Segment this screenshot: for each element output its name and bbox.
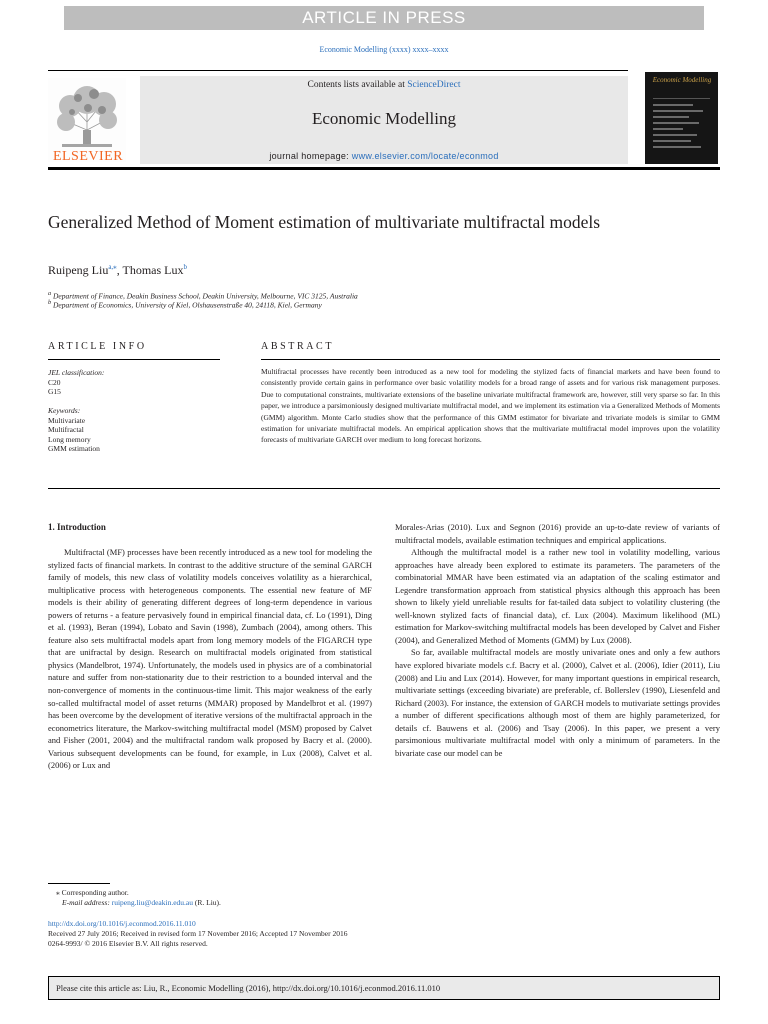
author-list (48, 263, 187, 278)
journal-cover-thumbnail (645, 72, 718, 164)
sciencedirect-link[interactable]: ScienceDirect (407, 80, 461, 90)
jel-code: G15 (48, 387, 61, 396)
publisher-logo-text: ELSEVIER (52, 149, 124, 164)
body-column-right (395, 521, 720, 759)
cover-title: Economic Modelling (652, 76, 712, 84)
email-label: E-mail address: (62, 898, 112, 908)
author-marks[interactable]: a,⁎ (108, 263, 117, 271)
author-name[interactable]: Ruipeng Liu (48, 263, 109, 277)
contents-availability (140, 80, 628, 90)
article-in-press-banner: ARTICLE IN PRESS (64, 6, 704, 30)
body-paragraph: So far, available multifractal models are mostly univariate ones and only a few authors have explored bivariate models c.f. Bacry et al. (2000), Calvet et al. (2006), Idier (2011), Liu (2008) and Liu and Lux (2014). However, for many important questions in empirical research, multivariate settings (exceeding bivariate) are preferable, cf. Bollerslev (1990), Liesenfeld and Richard (2003). For instance, the extension of GARCH models to mutivariate settings provides a number of different specifications although most of them are highly parameterized, for details cf. Bauwens et al. (2006) and Tsay (2006). In this paper, we present a very parsimonious multivariate multifractal model with only a minimum of parameters. In the bivariate case our model can be (395, 647, 720, 758)
footnote-rule (48, 883, 110, 884)
keywords-label: Keywords: (48, 406, 81, 415)
body-paragraph: Multifractal (MF) processes have been recently introduced as a new tool for modeling the stylized facts of financial markets. In contrast to the additive structure of the seminal GARCH family of models, this new class of volatility models conceives volatility as a hierarchical, multiplicative process with heterogeneous components. The essential new feature of MF models is their ability of generating different degrees of long-term dependence in various powers of returns - a feature pervasively found in empirical financial data, cf. Lo (1991), Ding et al. (1993), Beran (1994), Lobato and Savin (1998), Zumbach (2004), among others. This feature also sets multifractal models apart from long memory models of the FIGARCH type that are unifractal by design. Research on multifractal models originated from statistical physics (Mandelbrot, 1974). Unfortunately, the models used in physics are of a combinatorial nature and suffer from non-stationarity due to their restriction to a bounded interval and the non-convergence of moments in the continuous-time limit. This major weakness of the early so-called multifractal model of asset returns (MMAR) proposed by Mandelbrot et al. (1997) has been overcome by the development of iterative versions of the multifractal approach in the econometrics literature, the Markov-switching multifractal model (MSM) proposed by Calvet and Fisher (2001, 2004) and the multifractal random walk proposed by Bacry et al. (2000). Various subsequent developments can be found, for example, in Lux (2008), Calvet et al. (2006) or Lux and (48, 547, 372, 771)
author-separator: , (116, 263, 123, 277)
abstract-rule (261, 359, 720, 360)
corresponding-author-note: ⁎ Corresponding author. (56, 888, 129, 897)
abstract-heading: ABSTRACT (261, 341, 335, 352)
article-info-heading: ARTICLE INFO (48, 341, 147, 352)
body-paragraph: Morales-Arias (2010). Lux and Segnon (2016) provide an up-to-date review of variants of multifractal models, available estimation techniques and empirical applications. (395, 522, 720, 545)
header-bottom-rule (48, 167, 720, 170)
header-top-rule (48, 70, 628, 71)
jel-code: C20 (48, 377, 61, 387)
homepage-prefix: journal homepage: (269, 151, 352, 161)
keyword: Multifractal (48, 425, 84, 434)
journal-reference[interactable]: Economic Modelling (xxxx) xxxx–xxxx (319, 45, 449, 54)
keyword: Multivariate (48, 415, 86, 425)
body-paragraph: Although the multifractal model is a rather new tool in volatility modelling, various approaches have already been explored to estimate its parameters. The parameters of the combinatorial MMAR have been estimated via an adaptation of the scaling estimator and Legendre transformation approach from statistical physics although this approach has been shown to likely yield unreliable results for fat-tailed data subject to volatility clustering (the well-known stylized facts of financial data), cf. Lux (2004). Maximum likelihood (ML) estimation for Markov-switching multifractal models has been developed by Calvet and Fisher (2004), and Generalized Method of Moments (GMM) by Lux (2008). (395, 547, 720, 645)
article-info-rule (48, 359, 220, 360)
author-name[interactable]: Thomas Lux (122, 263, 184, 277)
homepage-link[interactable]: www.elsevier.com/locate/econmod (351, 151, 499, 161)
article-info-block (48, 368, 220, 454)
email-link[interactable]: ruipeng.liu@deakin.edu.au (111, 898, 193, 908)
affiliation-text: Department of Economics, University of Kiel, Olshausenstraße 40, 24118, Kiel, Germany (53, 300, 322, 310)
journal-homepage (140, 151, 628, 161)
footnote-block (48, 888, 468, 949)
journal-name: Economic Modelling (311, 109, 456, 128)
contents-prefix: Contents lists available at (307, 80, 408, 90)
article-title: Generalized Method of Moment estimation of multivariate multifractal models (48, 212, 601, 232)
copyright-notice: 0264-9993/ © 2016 Elsevier B.V. All rights reserved. (48, 939, 208, 949)
affiliation-mark: a (48, 290, 52, 297)
affiliation-mark: b (48, 299, 52, 306)
keyword: Long memory (48, 434, 91, 444)
jel-label: JEL classification: (48, 368, 105, 377)
affiliation (48, 299, 322, 310)
section-heading: 1. Introduction (48, 522, 106, 532)
abstract-text: Multifractal processes have recently been introduced as a new tool for modeling the stylized facts of financial markets and have been found to consistently provide certain gains in performance over basic volatility models for a broad range of assets and for various risk management purposes. Due to computational constraints, multivariate extensions of the baseline univariate multifractal framework are, however, still very sparse so far. In this paper, we introduce a parsimoniously designed multivariate multifractal model, and we implement its estimation via a Generalized Methods of Moments (GMM) algorithm. Monte Carlo studies show that the performance of this GMM estimator for bivariate and trivariate models is similar to GMM estimation for univariate multifractal models. An empirical application shows that the multivariate multifractal model improves upon the volatility forecasts of multivariate GARCH over medium to long forecast horizons. (261, 367, 720, 445)
article-dates: Received 27 July 2016; Received in revised form 17 November 2016; Accepted 17 November 2016 (48, 928, 348, 938)
cover-art-icon (645, 72, 718, 164)
citation-box: Please cite this article as: Liu, R., Economic Modelling (2016), http://dx.doi.org/10.1016/j.econmod.2016.11.010 (48, 976, 720, 1000)
keyword: GMM estimation (48, 444, 100, 453)
email-suffix: (R. Liu). (192, 898, 221, 908)
doi-link[interactable]: http://dx.doi.org/10.1016/j.econmod.2016.11.010 (48, 918, 196, 928)
affiliation-text: Department of Finance, Deakin Business School, Deakin University, Melbourne, VIC 3125, Australia (53, 291, 358, 301)
email-line (48, 898, 468, 908)
body-column-left (48, 546, 372, 772)
body-separator-rule (48, 488, 720, 489)
author-marks[interactable]: b (183, 263, 187, 271)
